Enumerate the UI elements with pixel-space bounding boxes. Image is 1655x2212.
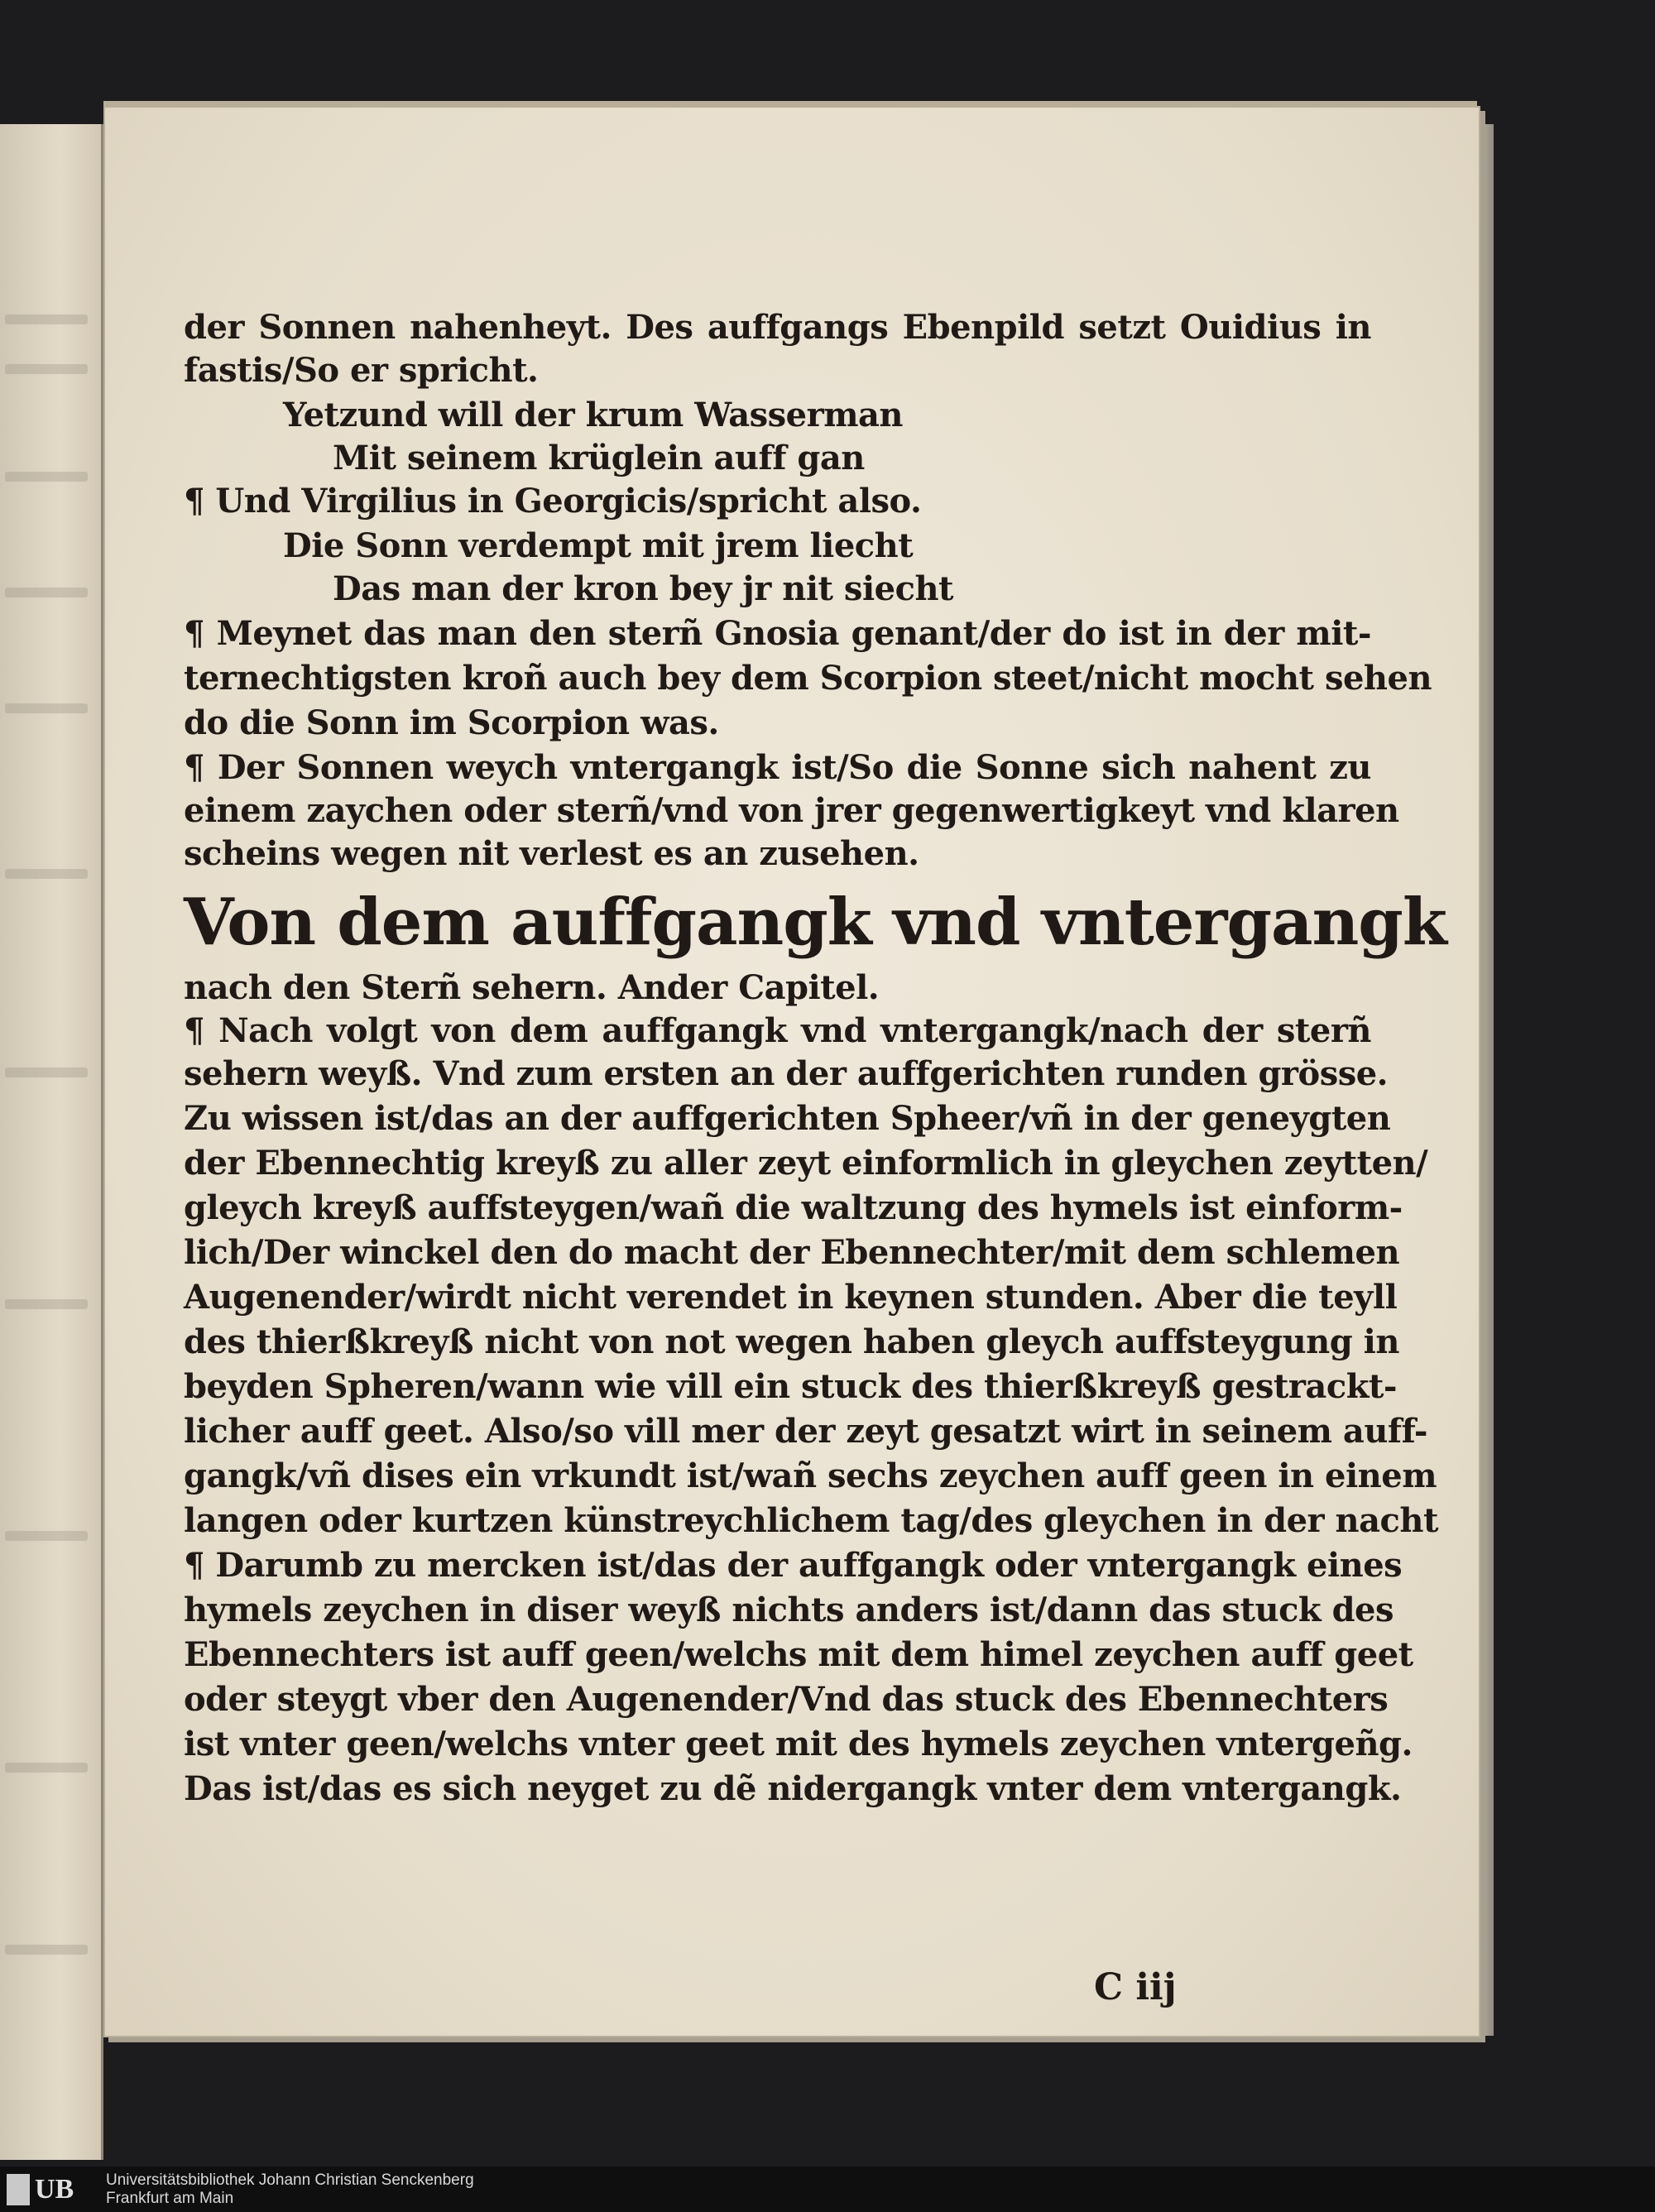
- text-line: einem zaychen oder sterñ/vnd von jrer gegenwertigkeyt vnd klaren: [184, 791, 1399, 830]
- bleed-through-line: [5, 472, 88, 482]
- bleed-through-line: [5, 1299, 88, 1309]
- text-line: gangk/vñ dises ein vrkundt ist/wañ sechs zeychen auff geen in einem: [184, 1456, 1437, 1495]
- footer-bar: [0, 2166, 1655, 2212]
- chapter-heading: Von dem auffgangk vnd vntergangk: [184, 885, 1446, 960]
- footer-attribution: [106, 2171, 474, 2208]
- text-line: ¶ Und Virgilius in Georgicis/spricht also.: [184, 482, 922, 521]
- bleed-through-line: [5, 1945, 88, 1955]
- logo-text: UB: [35, 2174, 74, 2205]
- institution-name: Universitätsbibliothek Johann Christian Senckenberg: [106, 2171, 474, 2189]
- bleed-through-line: [5, 364, 88, 374]
- left-page-strip: [0, 124, 103, 2160]
- text-line: sehern weyß. Vnd zum ersten an der auffgerichten runden grösse.: [184, 1054, 1389, 1093]
- text-line: lich/Der winckel den do macht der Ebennechter/mit dem schlemen: [184, 1233, 1400, 1272]
- text-line: oder steygt vber den Augenender/Vnd das stuck des Ebennechters: [184, 1680, 1389, 1719]
- verse-line: Das man der kron bey jr nit siecht: [333, 569, 954, 608]
- verse-line: Yetzund will der krum Wasserman: [283, 396, 904, 434]
- text-line: Augenender/wirdt nicht verendet in keynen stunden. Aber die teyll: [184, 1278, 1398, 1317]
- text-line: do die Sonn im Scorpion was.: [184, 703, 719, 742]
- text-line: Zu wissen ist/das an der auffgerichten Spheer/vñ in der geneygten: [184, 1099, 1391, 1138]
- bleed-through-line: [5, 1068, 88, 1077]
- verse-line: Die Sonn verdempt mit jrem liecht: [283, 526, 914, 565]
- text-line: ¶ Der Sonnen weych vntergangk ist/So die Sonne sich nahent zu: [184, 748, 1371, 787]
- chapter-subheading: nach den Sterñ sehern. Ander Capitel.: [184, 968, 880, 1007]
- text-line: Das ist/das es sich neyget zu dẽ nidergangk vnter dem vntergangk.: [184, 1769, 1402, 1808]
- text-line: licher auff geet. Also/so vill mer der zeyt gesatzt wirt in seinem auff-: [184, 1412, 1428, 1451]
- text-line: fastis/So er spricht.: [184, 351, 539, 390]
- signature-mark: C iij: [1094, 1966, 1177, 2008]
- book-page: [103, 106, 1480, 2037]
- text-line: ist vnter geen/welchs vnter geet mit des hymels zeychen vntergeñg.: [184, 1725, 1413, 1763]
- text-line: scheins wegen nit verlest es an zusehen.: [184, 834, 919, 873]
- logo-mark-icon: [7, 2174, 30, 2205]
- bleed-through-line: [5, 314, 88, 324]
- text-line: der Ebennechtig kreyß zu aller zeyt einformlich in gleychen zeytten/: [184, 1144, 1428, 1183]
- text-line: beyden Spheren/wann wie vill ein stuck des thierßkreyß gestrackt-: [184, 1367, 1397, 1406]
- text-line: ¶ Darumb zu mercken ist/das der auffgangk oder vntergangk eines: [184, 1546, 1403, 1585]
- text-line: ¶ Meynet das man den sterñ Gnosia genant/der do ist in der mit-: [184, 614, 1371, 653]
- text-line: des thierßkreyß nicht von not wegen haben gleych auffsteygung in: [184, 1322, 1399, 1361]
- text-line: der Sonnen nahenheyt. Des auffgangs Ebenpild setzt Ouidius in: [184, 308, 1371, 347]
- text-line: Ebennechters ist auff geen/welchs mit dem himel zeychen auff geet: [184, 1635, 1413, 1674]
- text-line: gleych kreyß auffsteygen/wañ die waltzung des hymels ist einform-: [184, 1188, 1403, 1227]
- text-line: hymels zeychen in diser weyß nichts anders ist/dann das stuck des: [184, 1591, 1394, 1629]
- verse-line: Mit seinem krüglein auff gan: [333, 439, 865, 477]
- bleed-through-line: [5, 588, 88, 597]
- bleed-through-line: [5, 1763, 88, 1773]
- bleed-through-line: [5, 703, 88, 713]
- bleed-through-line: [5, 869, 88, 879]
- text-line: langen oder kurtzen künstreychlichem tag/des gleychen in der nacht: [184, 1501, 1438, 1540]
- bleed-through-line: [5, 1531, 88, 1541]
- text-line: ternechtigsten kroñ auch bey dem Scorpion steet/nicht mocht sehen: [184, 659, 1432, 698]
- text-line: ¶ Nach volgt von dem auffgangk vnd vntergangk/nach der sterñ: [184, 1011, 1371, 1050]
- institution-city: Frankfurt am Main: [106, 2190, 234, 2207]
- library-logo[interactable]: [7, 2173, 74, 2206]
